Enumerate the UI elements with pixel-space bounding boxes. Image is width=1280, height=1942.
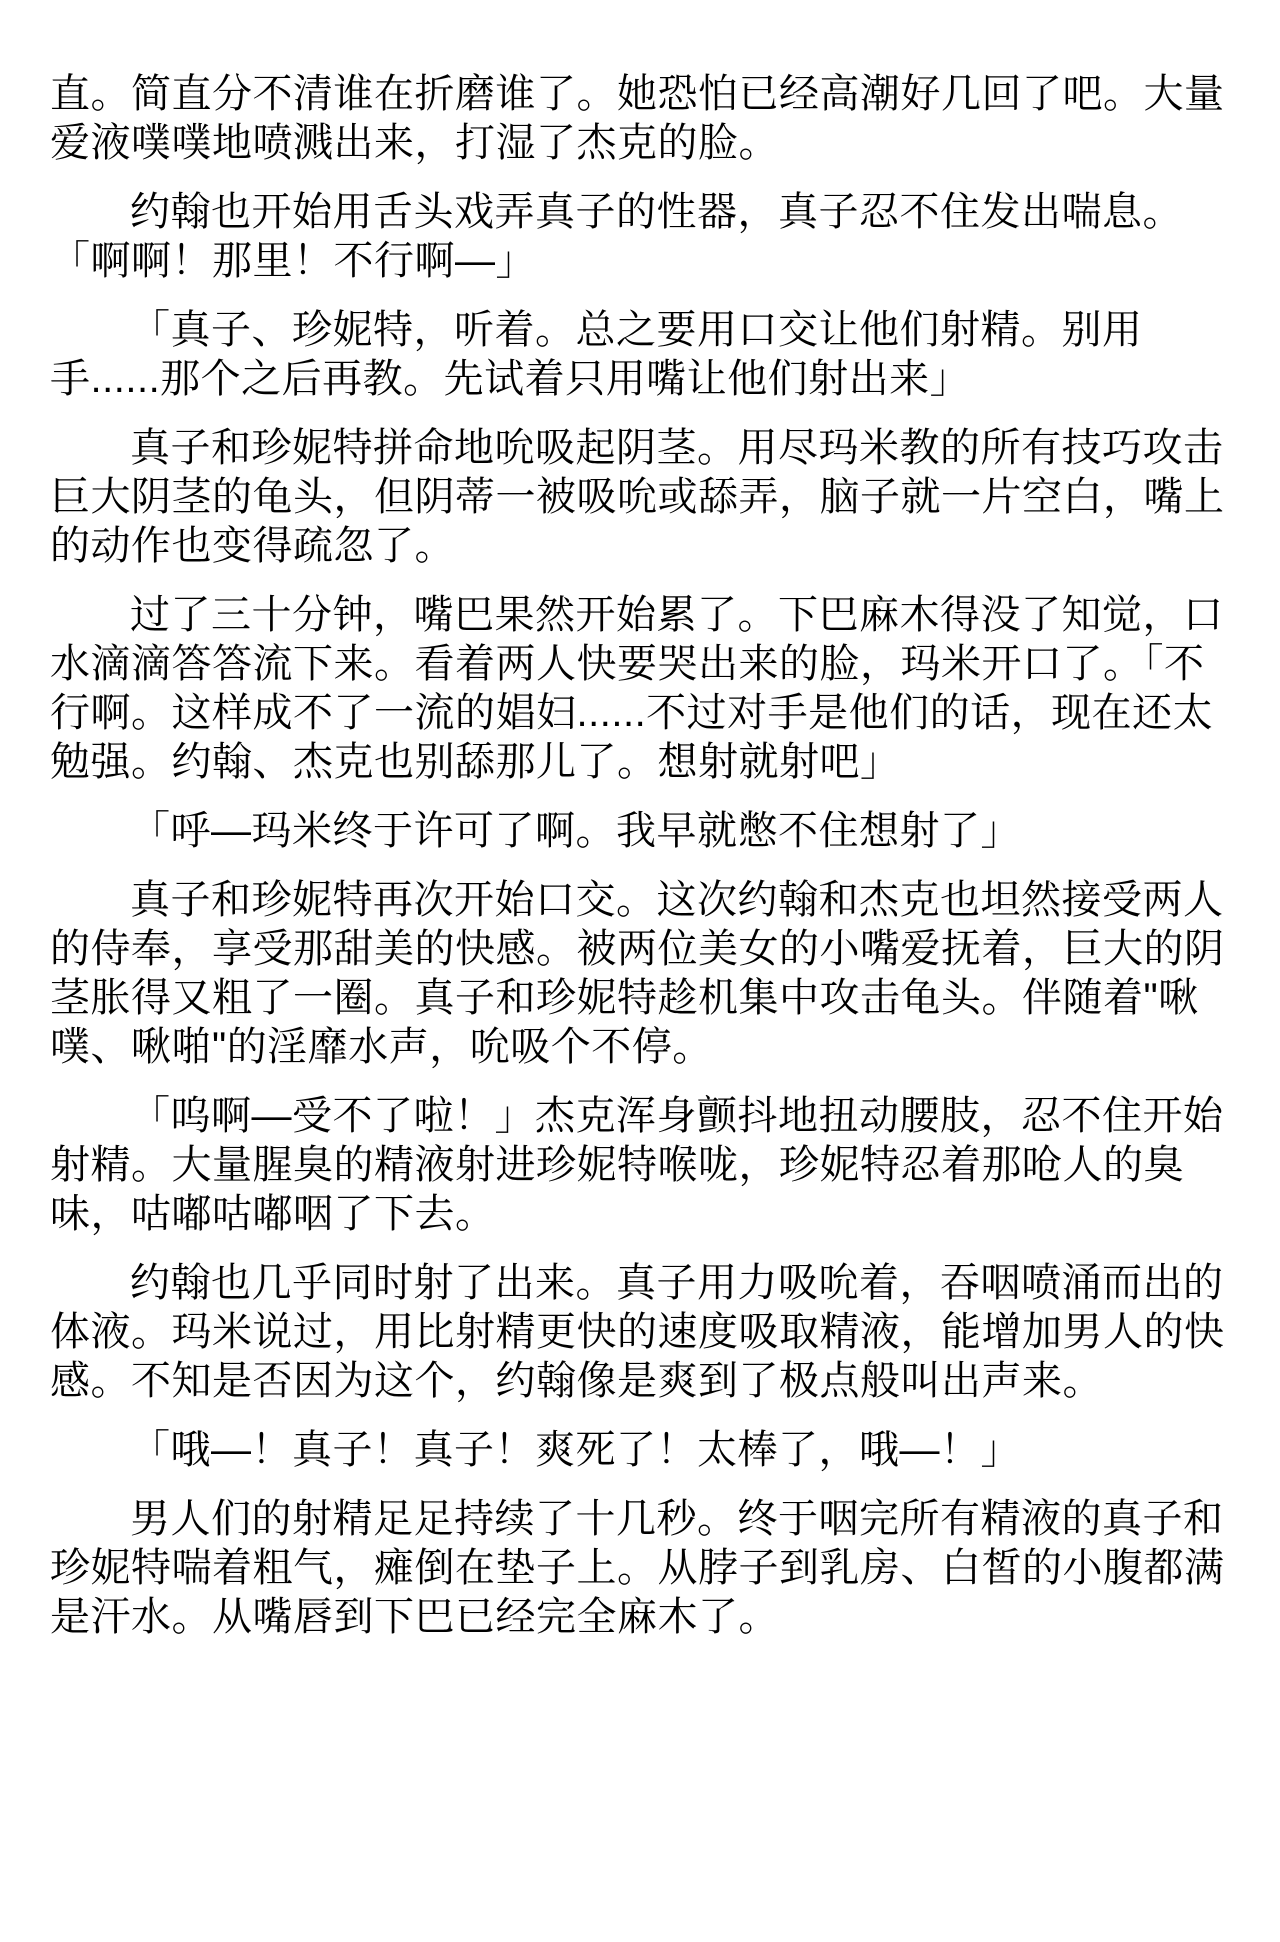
text-line: 的动作也变得疏忽了。 bbox=[50, 524, 455, 568]
text-line: 「呼—玛米终于许可了啊。我早就憋不住想射了」 bbox=[130, 809, 1021, 853]
text-line: 勉强。约翰、杰克也别舔那儿了。想射就射吧」 bbox=[50, 740, 901, 784]
text-line: 的侍奉，享受那甜美的快感。被两位美女的小嘴爱抚着，巨大的阴 bbox=[50, 927, 1225, 971]
text-line: 珍妮特喘着粗气，瘫倒在垫子上。从脖子到乳房、白皙的小腹都满 bbox=[50, 1546, 1225, 1590]
text-line: 「真子、珍妮特，听着。总之要用口交让他们射精。别用 bbox=[130, 308, 1143, 352]
text-line: 真子和珍妮特拼命地吮吸起阴茎。用尽玛米教的所有技巧攻击 bbox=[130, 426, 1224, 470]
text-line: 水滴滴答答流下来。看着两人快要哭出来的脸，玛米开口了。「不 bbox=[50, 642, 1205, 686]
text-line: 味，咕嘟咕嘟咽了下去。 bbox=[50, 1192, 496, 1236]
text-line: 过了三十分钟，嘴巴果然开始累了。下巴麻木得没了知觉，口 bbox=[130, 593, 1224, 637]
paragraph bbox=[50, 1495, 1236, 1642]
text-line: 手......那个之后再教。先试着只用嘴让他们射出来」 bbox=[50, 357, 971, 401]
paragraph bbox=[50, 807, 1236, 856]
text-line: 射精。大量腥臭的精液射进珍妮特喉咙，珍妮特忍着那呛人的臭 bbox=[50, 1143, 1184, 1187]
paragraph bbox=[50, 876, 1236, 1072]
text-line: 直。简直分不清谁在折磨谁了。她恐怕已经高潮好几回了吧。大量 bbox=[50, 72, 1225, 116]
paragraph bbox=[50, 1426, 1236, 1475]
paragraph bbox=[50, 306, 1236, 404]
text-line: 行啊。这样成不了一流的娼妇......不过对手是他们的话，现在还太 bbox=[50, 691, 1214, 735]
paragraph bbox=[50, 591, 1236, 787]
text-line: 巨大阴茎的龟头，但阴蒂一被吸吮或舔弄，脑子就一片空白，嘴上 bbox=[50, 475, 1225, 519]
text-line: 约翰也几乎同时射了出来。真子用力吸吮着，吞咽喷涌而出的 bbox=[130, 1261, 1224, 1305]
paragraph bbox=[50, 1092, 1236, 1239]
text-line: 「呜啊—受不了啦！」杰克浑身颤抖地扭动腰肢，忍不住开始 bbox=[130, 1094, 1224, 1138]
paragraph bbox=[50, 1259, 1236, 1406]
paragraph bbox=[50, 70, 1236, 168]
text-line: 茎胀得又粗了一圈。真子和珍妮特趁机集中攻击龟头。伴随着"啾 bbox=[50, 976, 1199, 1020]
text-line: 约翰也开始用舌头戏弄真子的性器，真子忍不住发出喘息。 bbox=[130, 190, 1183, 234]
paragraph bbox=[50, 424, 1236, 571]
text-line: 男人们的射精足足持续了十几秒。终于咽完所有精液的真子和 bbox=[130, 1497, 1224, 1541]
text-line: 爱液噗噗地喷溅出来，打湿了杰克的脸。 bbox=[50, 121, 779, 165]
text-line: 「哦—！真子！真子！爽死了！太棒了，哦—！」 bbox=[130, 1428, 1021, 1472]
text-line: 噗、啾啪"的淫靡水声，吮吸个不停。 bbox=[50, 1025, 713, 1069]
text-line: 是汗水。从嘴唇到下巴已经完全麻木了。 bbox=[50, 1595, 779, 1639]
text-line: 体液。玛米说过，用比射精更快的速度吸取精液，能增加男人的快 bbox=[50, 1310, 1225, 1354]
text-line: 「啊啊！那里！不行啊—」 bbox=[50, 239, 536, 283]
text-line: 感。不知是否因为这个，约翰像是爽到了极点般叫出声来。 bbox=[50, 1359, 1103, 1403]
paragraph bbox=[50, 188, 1236, 286]
text-line: 真子和珍妮特再次开始口交。这次约翰和杰克也坦然接受两人 bbox=[130, 878, 1224, 922]
